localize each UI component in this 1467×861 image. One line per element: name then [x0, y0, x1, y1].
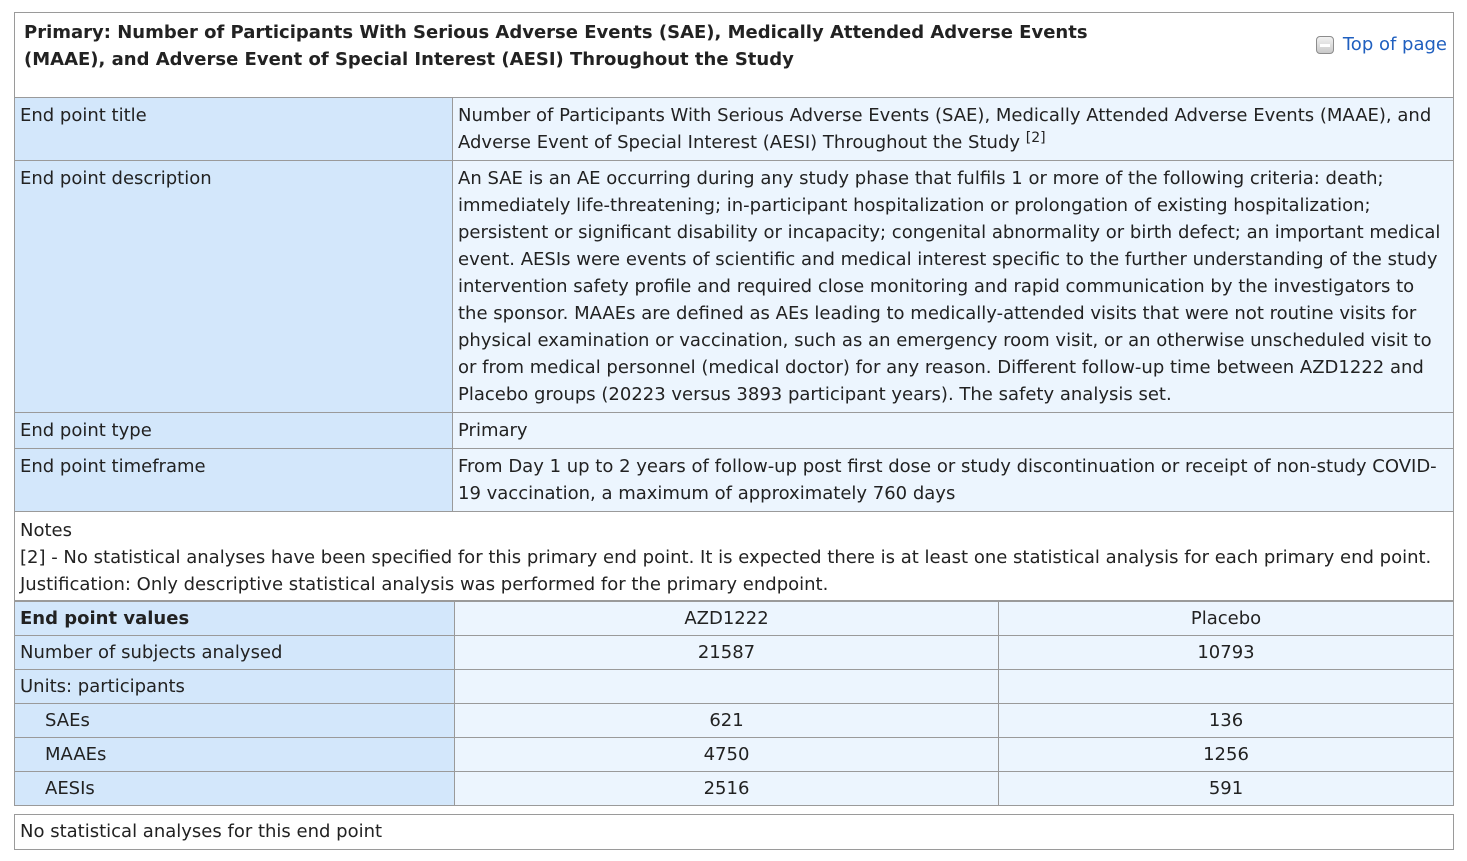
endpoint-type-value: Primary: [453, 413, 1453, 448]
endpoint-description-row: [15, 161, 1453, 413]
endpoint-timeframe-value: From Day 1 up to 2 years of follow-up post first dose or study discontinuation or receipt of non-study COVID-19 vaccination, a maximum of approximately 760 days: [453, 449, 1453, 511]
endpoint-title-text: Number of Participants With Serious Adverse Events (SAE), Medically Attended Adverse Events (MAAE), and Adverse Event of Special Interest (AESI) Throughout the Study: [458, 105, 1432, 153]
units-col1: [455, 670, 999, 703]
saes-col2: 136: [999, 704, 1453, 737]
aesis-col1: 2516: [455, 772, 999, 805]
endpoint-title-value: [453, 98, 1453, 160]
units-label: Units: participants: [15, 670, 455, 703]
subjects-analysed-label: Number of subjects analysed: [15, 636, 455, 669]
units-col2: [999, 670, 1453, 703]
aesis-label: AESIs: [15, 772, 455, 805]
notes-heading: Notes: [20, 520, 72, 541]
endpoint-values-table: [15, 602, 1453, 805]
values-header-label: End point values: [15, 602, 455, 635]
no-statistical-analyses: No statistical analyses for this end point: [14, 814, 1454, 850]
endpoint-title-row: [15, 98, 1453, 161]
endpoint-section: [14, 12, 1454, 806]
notes-block: [15, 512, 1453, 602]
table-row: [15, 704, 1453, 738]
top-of-page-link[interactable]: [1316, 33, 1447, 57]
notes-line-1: [2] - No statistical analyses have been specified for this primary end point. It is expected there is at least one statistical analysis for each primary end point.: [20, 547, 1432, 568]
table-row: [15, 738, 1453, 772]
maaes-label: MAAEs: [15, 738, 455, 771]
maaes-col1: 4750: [455, 738, 999, 771]
endpoint-timeframe-label: End point timeframe: [15, 449, 453, 511]
top-of-page-label[interactable]: Top of page: [1342, 34, 1447, 55]
units-row: [15, 670, 1453, 704]
table-row: [15, 772, 1453, 805]
endpoint-type-row: [15, 413, 1453, 449]
subjects-analysed-col2: 10793: [999, 636, 1453, 669]
notes-line-2: Justification: Only descriptive statistical analysis was performed for the primary endpoint.: [20, 574, 829, 595]
endpoint-timeframe-row: [15, 449, 1453, 512]
endpoint-description-value: An SAE is an AE occurring during any study phase that fulfils 1 or more of the following criteria: death; immediately life-threatening; in-participant hospitalization or prolongation of existing hospitalization; persistent or significant disability or incapacity; congenital abnormality or birth defect; an important medical event. AESIs were events of scientific and medical interest specific to the further understanding of the study intervention safety profile and required close monitoring and rapid communication by the investigators to the sponsor. MAAEs are defined as AEs leading to medically-attended visits that were not routine visits for physical examination or vaccination, such as an emergency room visit, or an otherwise unscheduled visit to or from medical personnel (medical doctor) for any reason. Different follow-up time between AZD1222 and Placebo groups (20223 versus 3893 participant years). The safety analysis set.: [453, 161, 1453, 412]
subjects-analysed-row: [15, 636, 1453, 670]
endpoint-type-label: End point type: [15, 413, 453, 448]
endpoint-description-label: End point description: [15, 161, 453, 412]
endpoint-title-label: End point title: [15, 98, 453, 160]
values-header-row: [15, 602, 1453, 636]
section-title: Primary: Number of Participants With Serious Adverse Events (SAE), Medically Attended Adverse Events (MAAE), and Adverse Event of Special Interest (AESI) Throughout the Study: [24, 22, 1088, 70]
values-header-col2: Placebo: [999, 602, 1453, 635]
subjects-analysed-col1: 21587: [455, 636, 999, 669]
section-header: [15, 13, 1453, 98]
saes-col1: 621: [455, 704, 999, 737]
maaes-col2: 1256: [999, 738, 1453, 771]
aesis-col2: 591: [999, 772, 1453, 805]
endpoint-title-ref: [2]: [1025, 130, 1046, 146]
values-header-col1: AZD1222: [455, 602, 999, 635]
saes-label: SAEs: [15, 704, 455, 737]
collapse-icon[interactable]: [1316, 36, 1334, 54]
